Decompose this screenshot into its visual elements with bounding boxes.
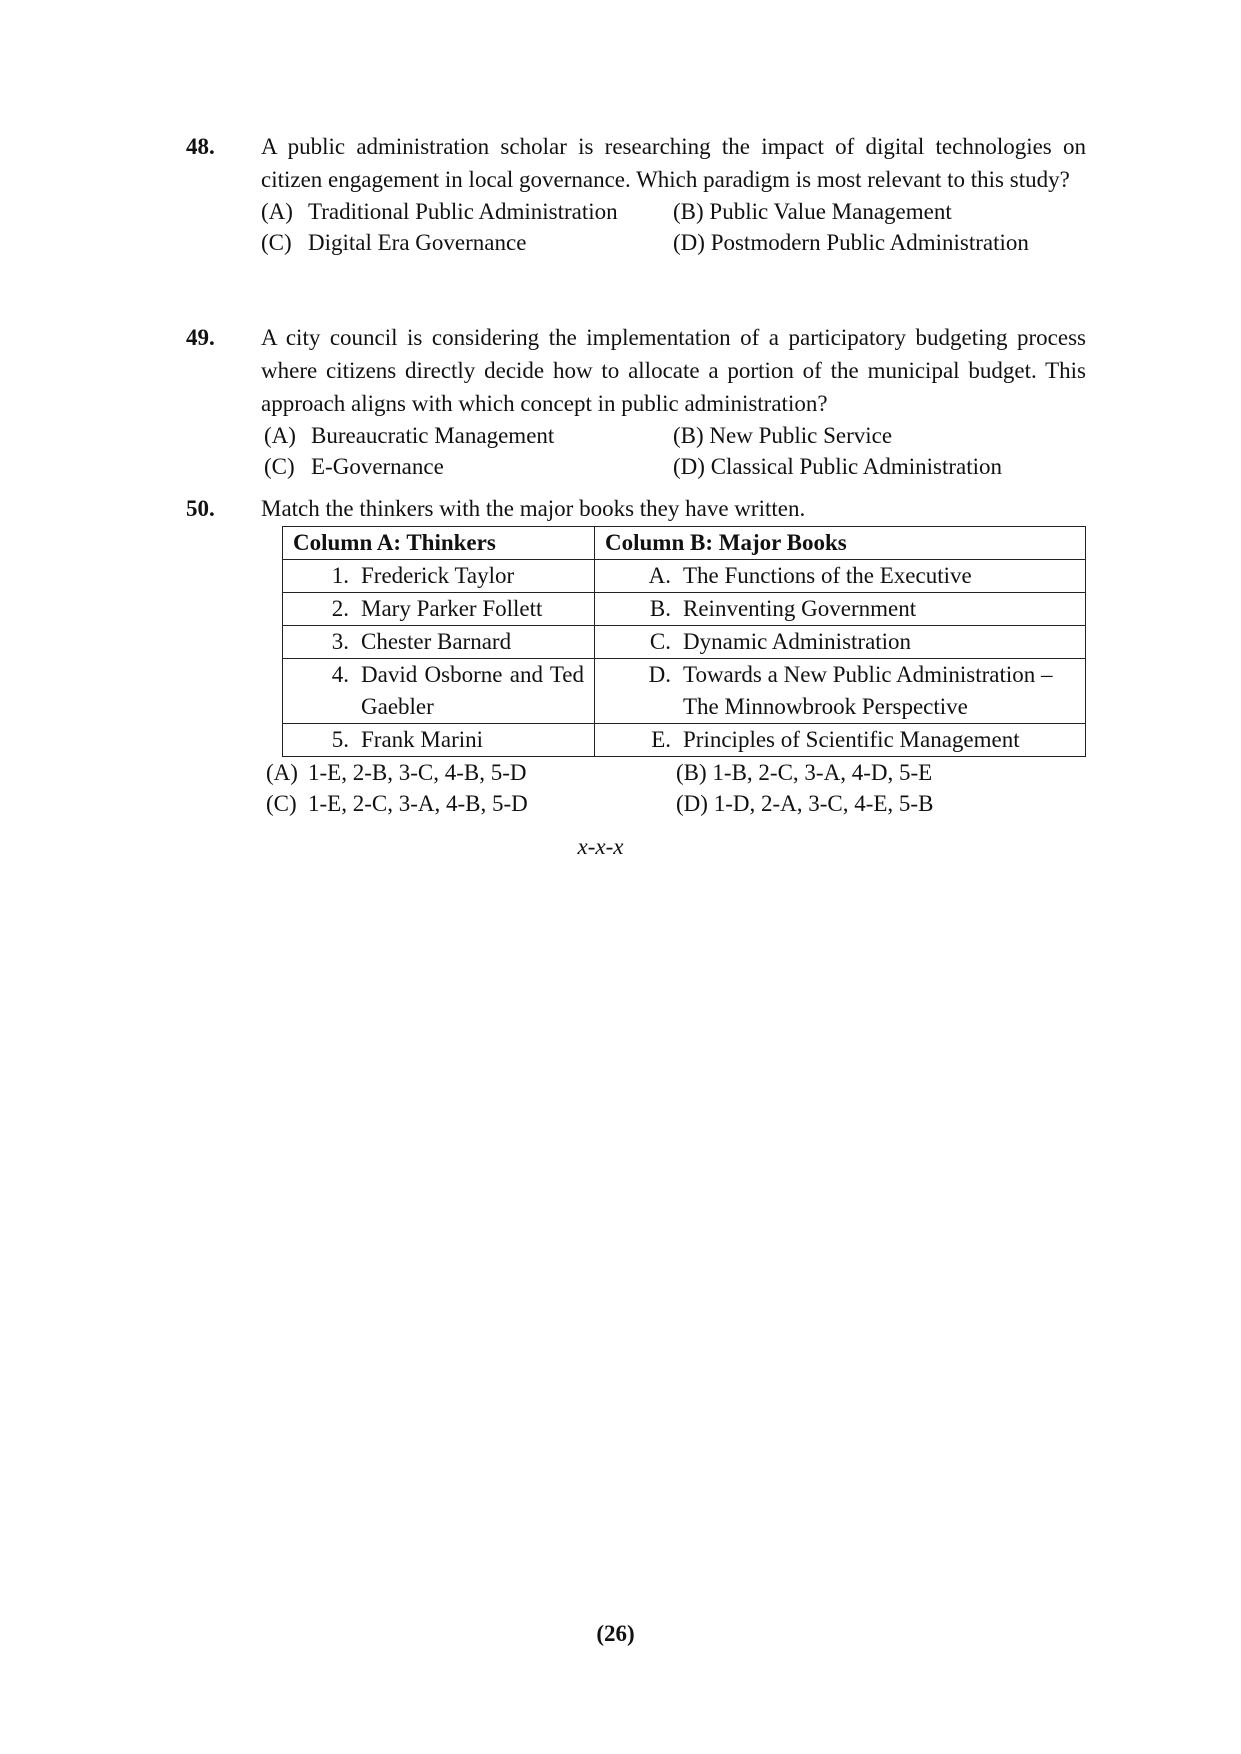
options [266,757,1086,819]
column-a-header: Column A: Thinkers [283,527,595,560]
options [261,196,1086,258]
table-cell-b: A. The Functions of the Executive [595,560,1086,593]
question-body [261,321,1086,482]
table-cell-a: 1. Frederick Taylor [283,560,595,593]
table-row [283,593,1086,626]
table-row [283,560,1086,593]
table-header-row [283,527,1086,560]
table-cell-b: E. Principles of Scientific Management [595,724,1086,757]
table-cell-b: D. Towards a New Public Administration – The Minnowbrook Perspective [595,659,1086,724]
question-number: 49. [186,325,215,350]
options [261,420,1086,482]
match-table [282,526,1086,757]
page-number: (26) [596,1621,635,1646]
table-cell-b: C. Dynamic Administration [595,626,1086,659]
option-b: (B) 1-B, 2-C, 3-A, 4-D, 5-E [676,760,933,785]
question-text: A public administration scholar is researching the impact of digital technologies on citizen engagement in local governance. Which paradigm is most relevant to this study? [261,134,1086,192]
column-b-header: Column B: Major Books [595,527,1086,560]
table-row [283,659,1086,724]
table-row [283,724,1086,757]
option-b: (B) New Public Service [673,423,893,448]
table-cell-b: B. Reinventing Government [595,593,1086,626]
question-body [261,130,1086,258]
question-text: A city council is considering the implementation of a participatory budgeting process where citizens directly decide how to allocate a portion of the municipal budget. This approach aligns with which concept in public administration? [261,325,1086,416]
option-c: (C) E-Governance [264,454,444,479]
table-cell-a: 2. Mary Parker Follett [283,593,595,626]
question-body [261,492,1086,819]
option-c: (C) 1-E, 2-C, 3-A, 4-B, 5-D [266,791,528,816]
option-d: (D) 1-D, 2-A, 3-C, 4-E, 5-B [676,791,934,816]
question-number: 48. [186,134,215,159]
option-b: (B) Public Value Management [673,199,952,224]
option-d: (D) Classical Public Administration [673,454,1003,479]
option-d: (D) Postmodern Public Administration [673,230,1029,255]
table-cell-a: 3. Chester Barnard [283,626,595,659]
option-a: (A) 1-E, 2-B, 3-C, 4-B, 5-D [266,760,527,785]
end-mark: x-x-x [577,834,624,859]
table-row [283,626,1086,659]
question-number: 50. [186,496,215,521]
table-cell-a: 5. Frank Marini [283,724,595,757]
table-cell-a: 4. David Osborne and Ted Gaebler [283,659,595,724]
option-a: (A) Bureaucratic Management [264,423,555,448]
question-text: Match the thinkers with the major books they have written. [261,496,806,521]
option-a: (A) Traditional Public Administration [261,199,618,224]
option-c: (C) Digital Era Governance [261,230,527,255]
